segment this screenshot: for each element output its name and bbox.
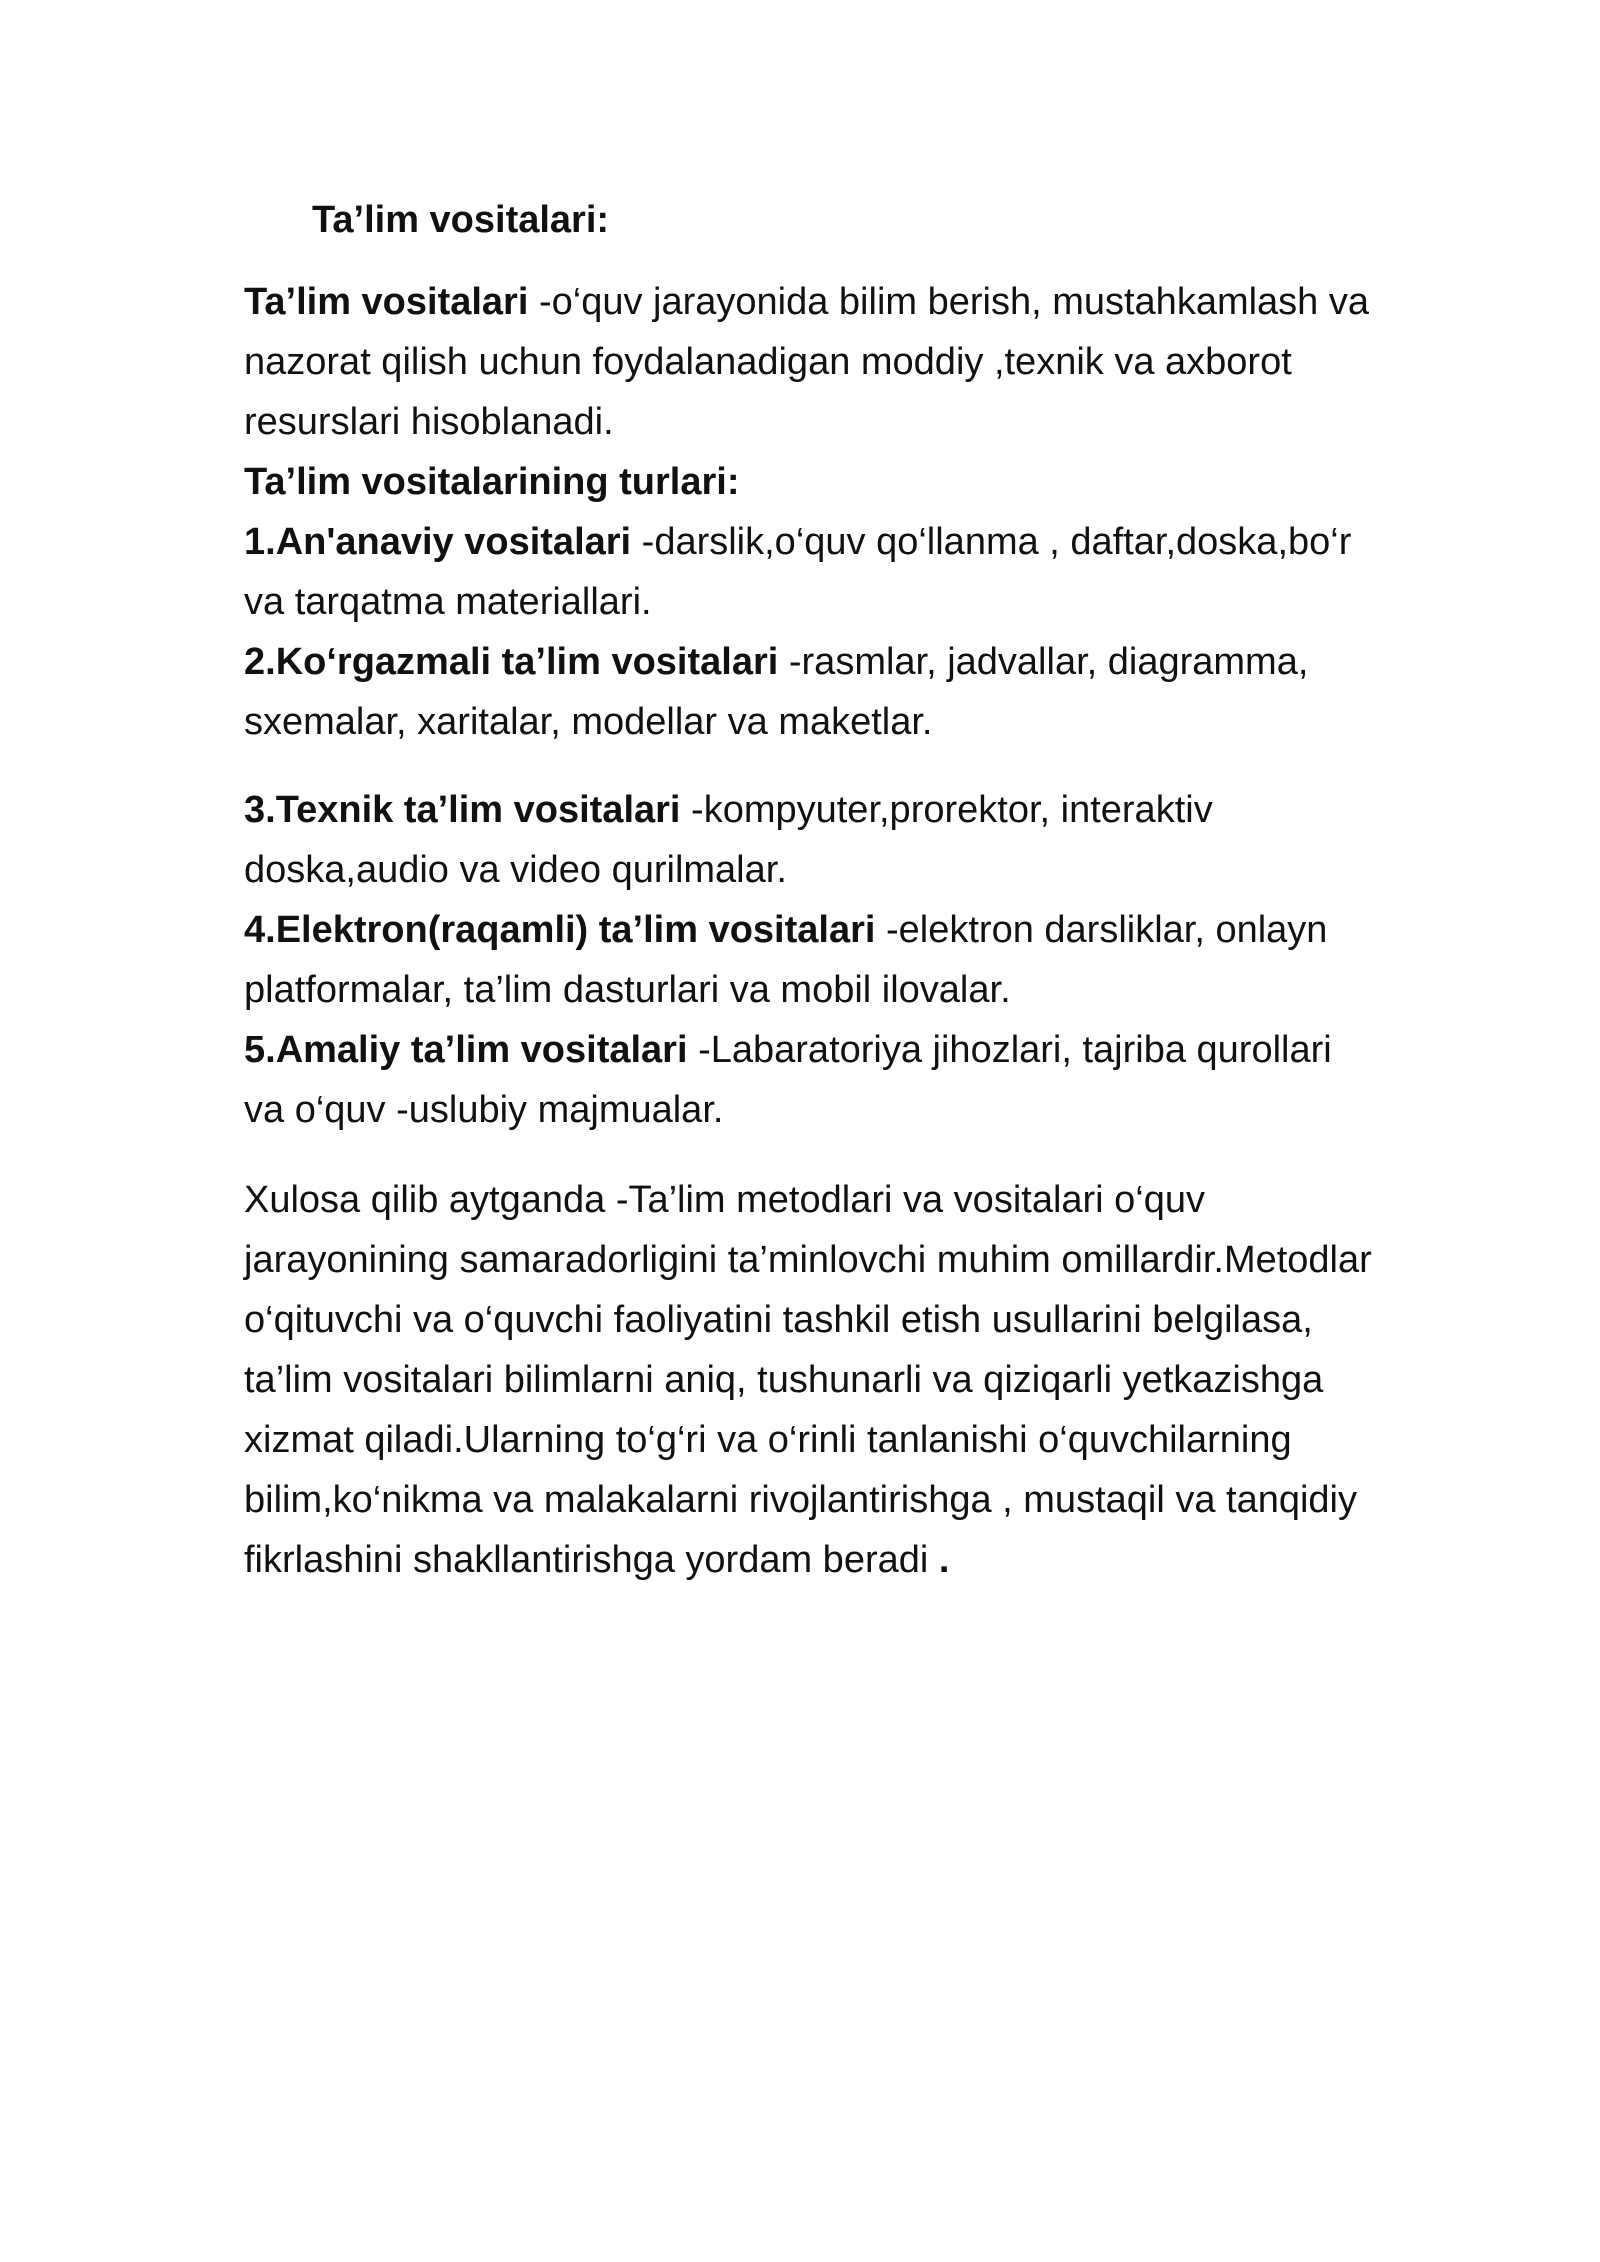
document-body <box>244 190 1374 1590</box>
conclusion-paragraph <box>244 1170 1374 1590</box>
item-term: 1.An'anaviy vositalari <box>244 521 632 563</box>
intro-paragraph <box>244 272 1374 452</box>
item-term: 3.Texnik ta’lim vositalari <box>244 789 681 831</box>
list-item-1 <box>244 512 1374 632</box>
intro-term: Ta’lim vositalari <box>244 281 529 323</box>
conclusion-end: . <box>938 1539 950 1581</box>
item-term: 2.Ko‘rgazmali ta’lim vositalari <box>244 641 779 683</box>
list-item-3 <box>244 780 1374 900</box>
document-heading: Ta’lim vositalari: <box>312 199 610 241</box>
conclusion-text: Xulosa qilib aytganda -Ta’lim metodlari va vositalari o‘quv jarayonining samaradorligini ta’minlovchi muhim omillardir.Metodlar o‘qituvchi va o‘quvchi faoliyatini tashkil etish usullarini belgilasa, ta’lim vositalari bilimlarni aniq, tushunarli va qiziqarli yetkazishga xizmat qiladi.Ularning to‘g‘ri va o‘rinli tanlanishi o‘quvchilarning bilim,ko‘nikma va malakalarni rivojlantirishga , mustaqil va tanqidiy fikrlashini shakllantirishga yordam beradi <box>244 1179 1372 1581</box>
list-item-4 <box>244 900 1374 1020</box>
types-heading-text: Ta’lim vositalarining turlari: <box>244 461 740 503</box>
item-text: -darslik,o‘quv qo‘llanma , daftar,doska,bo‘r va tarqatma materiallari. <box>244 521 1352 623</box>
intro-text: -o‘quv jarayonida bilim berish, mustahkamlash va nazorat qilish uchun foydalanadigan moddiy ,texnik va axborot resurslari hisoblanadi. <box>244 281 1370 443</box>
types-heading <box>244 452 1374 512</box>
item-text: -elektron darsliklar, onlayn platformalar, ta’lim dasturlari va mobil ilovalar. <box>244 909 1328 1011</box>
item-text: -kompyuter,prorektor, interaktiv doska,audio va video qurilmalar. <box>244 789 1213 891</box>
list-item-2 <box>244 632 1374 752</box>
item-term: 5.Amaliy ta’lim vositalari <box>244 1029 688 1071</box>
list-item-5 <box>244 1020 1374 1140</box>
item-text: -Labaratoriya jihozlari, tajriba qurollari va o‘quv -uslubiy majmualar. <box>244 1029 1332 1131</box>
item-term: 4.Elektron(raqamli) ta’lim vositalari <box>244 909 876 951</box>
item-text: -rasmlar, jadvallar, diagramma, sxemalar, xaritalar, modellar va maketlar. <box>244 641 1309 743</box>
